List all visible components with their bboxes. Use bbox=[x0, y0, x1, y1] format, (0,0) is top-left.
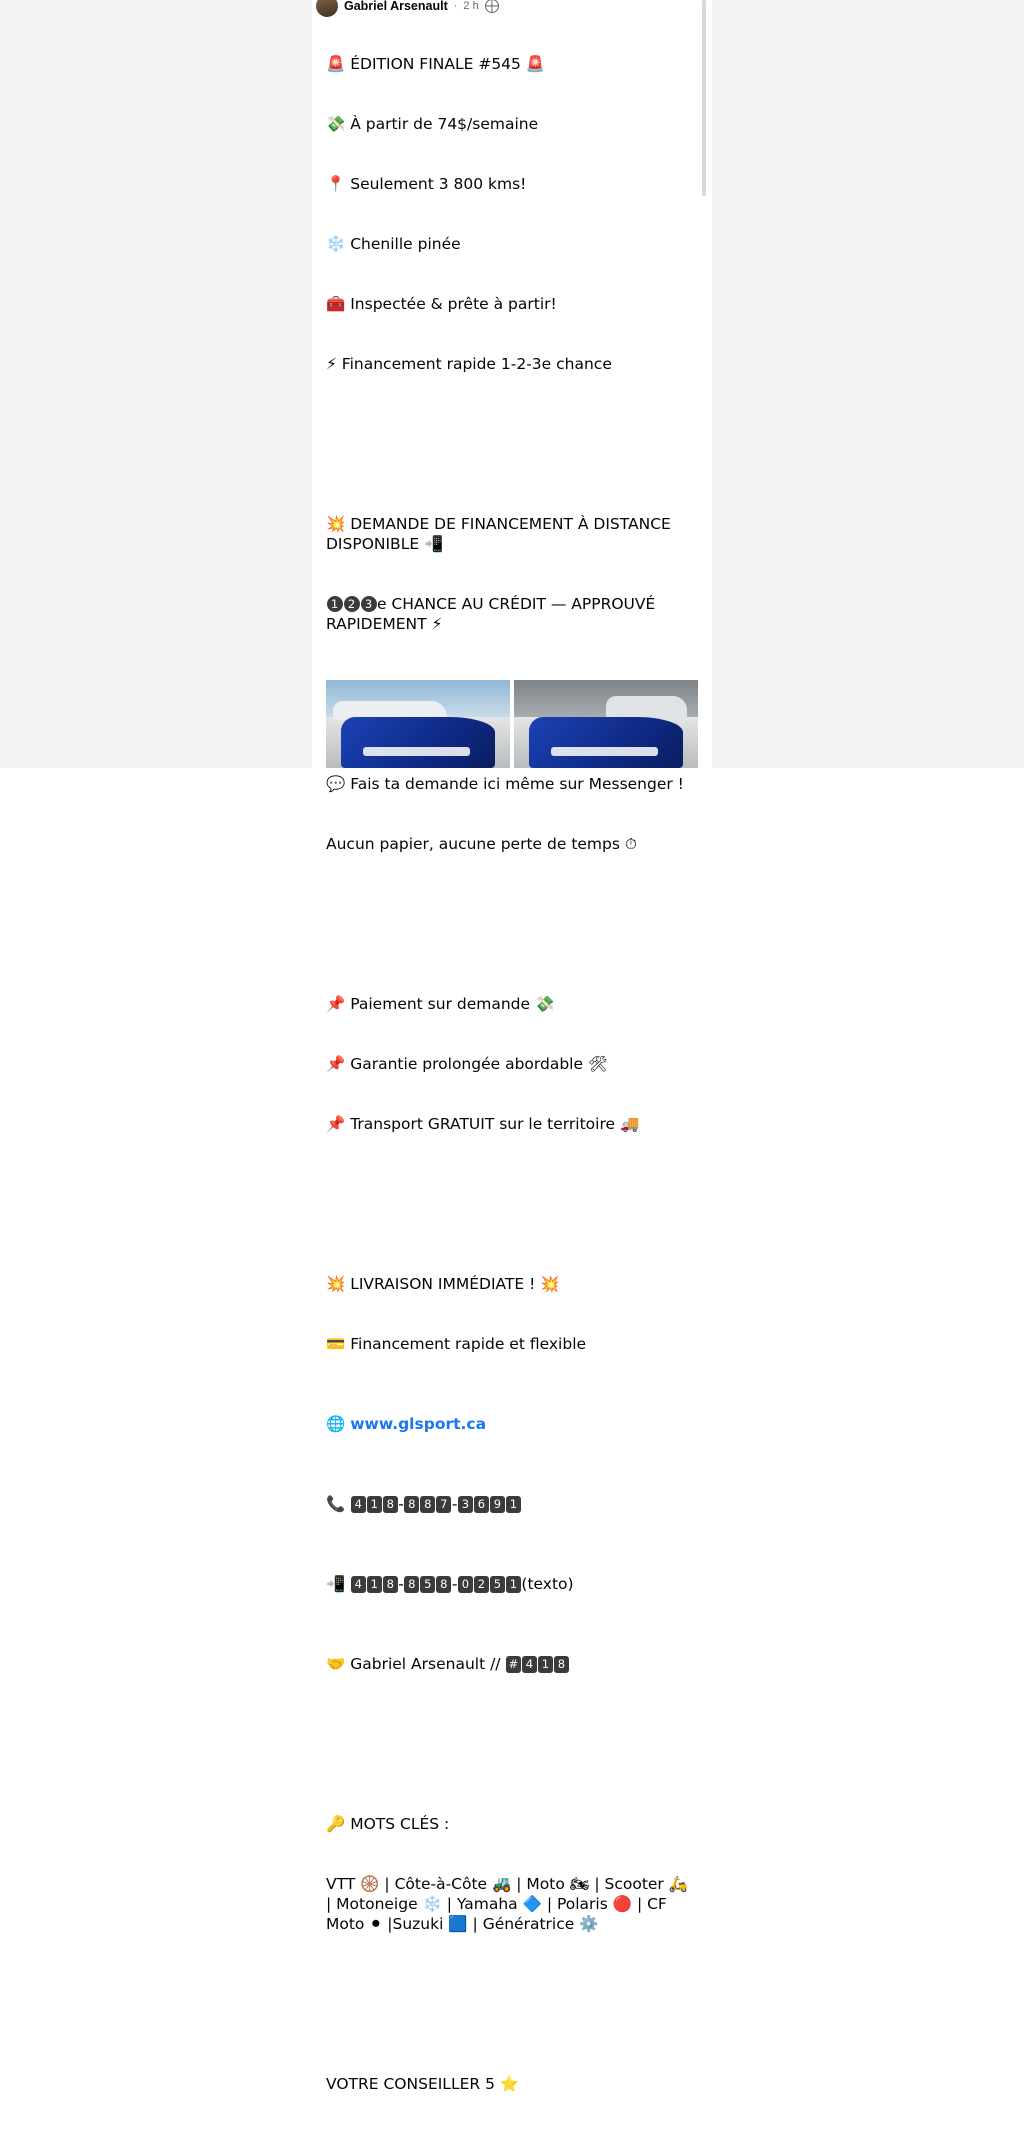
advisor-line: VOTRE CONSEILLER 5 ⭐ bbox=[326, 2075, 520, 2093]
digit-dash: - bbox=[398, 1575, 404, 1593]
scrollbar-thumb[interactable] bbox=[702, 0, 706, 196]
hash-box: # bbox=[506, 1656, 521, 1673]
left-gutter bbox=[0, 0, 312, 768]
post-line: ❄️ Chenille pinée bbox=[326, 235, 461, 253]
website-link[interactable]: www.glsport.ca bbox=[350, 1415, 487, 1433]
post-line: 💳 Financement rapide et flexible bbox=[326, 1335, 587, 1353]
digit-box: 8 bbox=[420, 1496, 435, 1513]
mobile-phone-icon: 📲 bbox=[326, 1575, 351, 1593]
post-line: 💸 À partir de 74$/semaine bbox=[326, 115, 539, 133]
digit-box: 4 bbox=[351, 1576, 366, 1593]
post-line: 🚨 ÉDITION FINALE #545 🚨 bbox=[326, 55, 546, 73]
post-line-chance-credit bbox=[326, 594, 698, 634]
digit-box: 8 bbox=[404, 1576, 419, 1593]
digit-box: 9 bbox=[490, 1496, 505, 1513]
chance-credit-text: e CHANCE AU CRÉDIT — APPROUVÉ RAPIDEMENT ⚡ bbox=[326, 595, 661, 633]
keywords-list: VTT 🛞 | Côte-à-Côte 🚜 | Moto 🏍 | Scooter 🛵 | Motoneige ❄️ | Yamaha 🔷 | Polaris 🔴 | CF Moto ⚫ |Suzuki 🟦 | Génératrice ⚙️ bbox=[326, 1875, 693, 1933]
paragraph-spacer bbox=[326, 1194, 698, 1214]
post-author-name[interactable]: Gabriel Arsenault bbox=[344, 0, 448, 13]
texto-suffix: (texto) bbox=[521, 1575, 574, 1593]
post-line: 📌 Paiement sur demande 💸 bbox=[326, 995, 555, 1013]
right-gutter bbox=[712, 0, 1024, 768]
digit-box: 8 bbox=[383, 1576, 398, 1593]
digit-box: 6 bbox=[474, 1496, 489, 1513]
photo-snowmobile-accent bbox=[551, 747, 658, 756]
keywords-heading: 🔑 MOTS CLÉS : bbox=[326, 1815, 450, 1833]
photo-car bbox=[606, 696, 687, 719]
digit-badge-2: 2 bbox=[344, 596, 360, 612]
digit-box: 1 bbox=[367, 1576, 382, 1593]
post-body bbox=[326, 14, 698, 2134]
dealer-line bbox=[326, 1654, 698, 1674]
photo-snowmobile bbox=[341, 717, 496, 768]
post-photo-grid[interactable] bbox=[326, 680, 698, 768]
phone-icon: 📞 bbox=[326, 1495, 351, 1513]
digit-box: 4 bbox=[351, 1496, 366, 1513]
dealer-name: Gabriel Arsenault // bbox=[350, 1655, 501, 1673]
photo-snowmobile bbox=[529, 717, 684, 768]
post-photo-1[interactable] bbox=[326, 680, 510, 768]
post-line: ⚡ Financement rapide 1-2-3e chance bbox=[326, 355, 612, 373]
digit-box: 1 bbox=[506, 1576, 521, 1593]
paragraph-spacer bbox=[326, 914, 698, 934]
meta-separator: · bbox=[453, 0, 458, 12]
digit-box: 8 bbox=[554, 1656, 569, 1673]
paragraph-spacer bbox=[326, 1994, 698, 2014]
digit-box: 2 bbox=[474, 1576, 489, 1593]
handshake-icon: 🤝 bbox=[326, 1655, 351, 1673]
post-photo-2[interactable] bbox=[514, 680, 698, 768]
phone-call-line bbox=[326, 1494, 698, 1514]
post-timestamp: 2 h bbox=[463, 0, 479, 12]
post-line: 💥 LIVRAISON IMMÉDIATE ! 💥 bbox=[326, 1275, 560, 1293]
post-line: 💥 DEMANDE DE FINANCEMENT À DISTANCE DISPONIBLE 📲 bbox=[326, 515, 676, 553]
digit-box: 5 bbox=[420, 1576, 435, 1593]
digit-badge-1: 1 bbox=[327, 596, 343, 612]
digit-box: 1 bbox=[367, 1496, 382, 1513]
globe-emoji-icon: 🌐 bbox=[326, 1415, 351, 1433]
phone-text-line bbox=[326, 1574, 698, 1594]
photo-snowmobile-accent bbox=[363, 747, 470, 756]
post-line: 🧰 Inspectée & prête à partir! bbox=[326, 295, 557, 313]
paragraph-spacer bbox=[326, 1734, 698, 1754]
post-container bbox=[312, 0, 712, 2093]
digit-box: 4 bbox=[522, 1656, 537, 1673]
digit-box: 8 bbox=[404, 1496, 419, 1513]
post-line: 💬 Fais ta demande ici même sur Messenger ! bbox=[326, 775, 684, 793]
digit-badge-3: 3 bbox=[361, 596, 377, 612]
globe-icon bbox=[485, 0, 499, 13]
digit-dash: - bbox=[451, 1575, 458, 1593]
digit-box: 1 bbox=[538, 1656, 553, 1673]
scrollbar[interactable] bbox=[702, 0, 706, 768]
digit-dash: - bbox=[398, 1495, 404, 1513]
digit-box: 0 bbox=[458, 1576, 473, 1593]
website-line bbox=[326, 1414, 698, 1434]
digit-box: 5 bbox=[490, 1576, 505, 1593]
digit-box: 8 bbox=[436, 1576, 451, 1593]
digit-box: 3 bbox=[458, 1496, 473, 1513]
digit-box: 7 bbox=[436, 1496, 451, 1513]
post-line: 📍 Seulement 3 800 kms! bbox=[326, 175, 527, 193]
digit-box: 8 bbox=[383, 1496, 398, 1513]
post-line: 📌 Transport GRATUIT sur le territoire 🚚 bbox=[326, 1115, 640, 1133]
digit-box: 1 bbox=[506, 1496, 521, 1513]
paragraph-spacer bbox=[326, 434, 698, 454]
digit-dash: - bbox=[451, 1495, 458, 1513]
post-line: 📌 Garantie prolongée abordable 🛠 bbox=[326, 1055, 608, 1073]
post-line: Aucun papier, aucune perte de temps ⏱ bbox=[326, 835, 637, 853]
